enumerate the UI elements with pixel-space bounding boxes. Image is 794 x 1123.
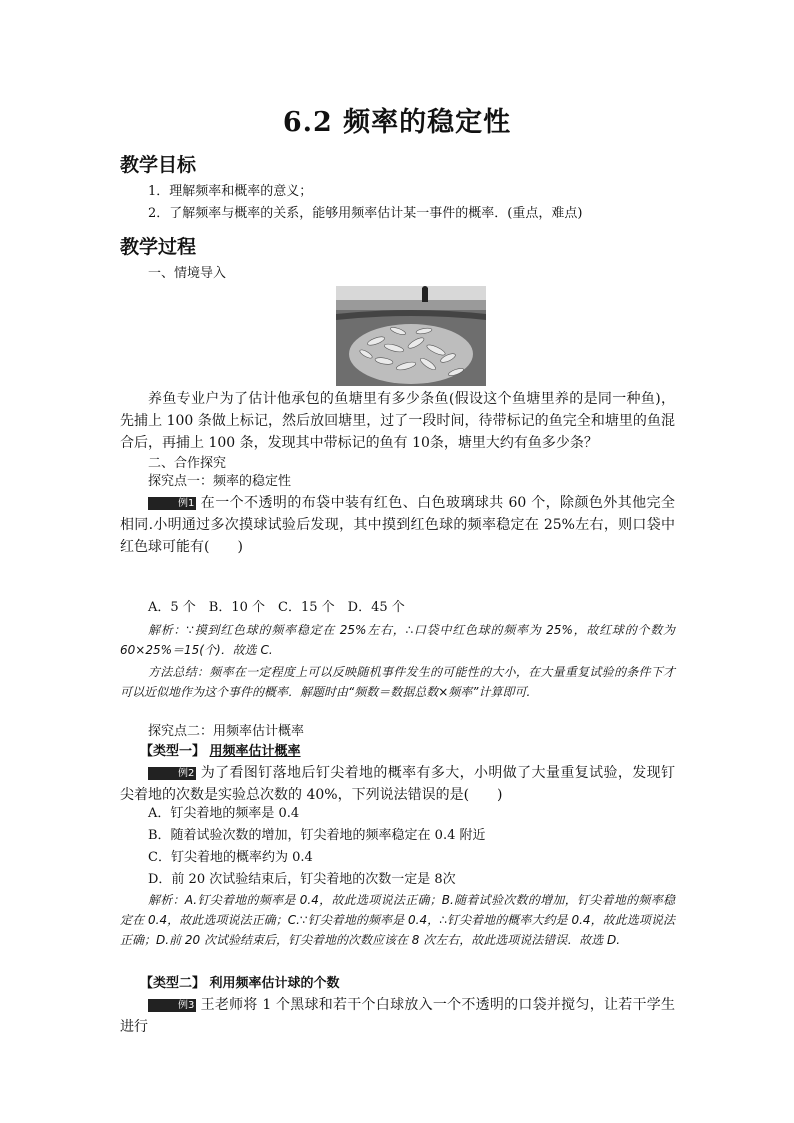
- example-1-method: 方法总结：频率在一定程度上可以反映随机事件发生的可能性的大小，在大量重复试验的条件下才可以近似地作为这个事件的概率．解题时由“频数＝数据总数×频率”计算即可.: [120, 665, 675, 699]
- example-2-option-b: B．随着试验次数的增加，钉尖着地的频率稳定在 0.4 附近: [148, 828, 486, 843]
- goal-item-1: 1．理解频率和概率的意义；: [148, 184, 313, 199]
- type-1-title: 用频率估计概率: [209, 744, 301, 759]
- example-1-options: A．5 个 B．10 个 C．15 个 D．45 个: [148, 600, 405, 615]
- section-explore-heading: 二、合作探究: [148, 456, 227, 471]
- explore-point-2: 探究点二：用频率估计概率: [148, 724, 305, 739]
- example-2-option-a: A．钉尖着地的频率是 0.4: [148, 806, 300, 821]
- example-3-text: 王老师将 1 个黑球和若干个白球放入一个不透明的口袋并搅匀，让若干学生进行: [120, 997, 675, 1035]
- explore-point-1: 探究点一：频率的稳定性: [148, 474, 292, 489]
- example-2-solution: 解析：A.钉尖着地的频率是 0.4，故此选项说法正确；B.随着试验次数的增加，钉尖着地的频率稳定在 0.4，故此选项说法正确；C.∵钉尖着地的频率是 0.4，∴钉尖着地的概率大约是 0.4，故此选项说法正确；D.前 20 次试验结束后，钉尖着地的次数应该在 8 次左右，故此选项说法错误．故选 D.: [120, 893, 675, 947]
- example-1-text: 在一个不透明的布袋中装有红色、白色玻璃球共 60 个，除颜色外其他完全相同.小明通过多次摸球试验后发现，其中摸到红色球的频率稳定在 25%左右，则口袋中红色球可能有( ): [120, 495, 675, 555]
- example-2-option-c: C．钉尖着地的概率约为 0.4: [148, 850, 313, 865]
- fish-pond-photo-icon: [336, 286, 486, 386]
- example-2-badge: 例2: [148, 767, 196, 780]
- type-2-heading: [140, 976, 340, 992]
- fish-pond-photo: [336, 286, 486, 386]
- goals-heading: 教学目标: [120, 154, 197, 176]
- type-2-bracket: 【类型二】: [140, 976, 206, 991]
- example-1: [120, 492, 675, 558]
- type-2-title: 利用频率估计球的个数: [209, 976, 340, 991]
- example-1-solution: 解析：∵摸到红色球的频率稳定在 25%左右，∴口袋中红色球的频率为 25%，故红球的个数为 60×25%＝15(个)．故选 C.: [120, 623, 675, 657]
- example-2-text: 为了看图钉落地后钉尖着地的概率有多大，小明做了大量重复试验，发现钉尖着地的次数是实验总次数的 40%，下列说法错误的是( ): [120, 765, 675, 803]
- lesson-title: 6.2 频率的稳定性: [282, 107, 512, 138]
- example-1-badge: 例1: [148, 497, 196, 510]
- example-2: [120, 762, 675, 806]
- example-3: [120, 994, 675, 1038]
- goal-item-2: 2．了解频率与概率的关系，能够用频率估计某一事件的概率．(重点，难点): [148, 206, 583, 221]
- type-1-heading: [140, 744, 301, 760]
- section-intro-heading: 一、情境导入: [148, 266, 227, 281]
- intro-paragraph: 养鱼专业户为了估计他承包的鱼塘里有多少条鱼(假设这个鱼塘里养的是同一种鱼)，先捕上 100 条做上标记，然后放回塘里，过了一段时间，待带标记的鱼完全和塘里的鱼混合后，再捕上 100 条，发现其中带标记的鱼有 10条，塘里大约有鱼多少条？: [120, 391, 675, 451]
- process-heading: 教学过程: [120, 236, 197, 258]
- example-3-badge: 例3: [148, 999, 196, 1012]
- example-2-option-d: D．前 20 次试验结束后，钉尖着地的次数一定是 8次: [148, 872, 456, 887]
- type-1-bracket: 【类型一】: [140, 744, 206, 759]
